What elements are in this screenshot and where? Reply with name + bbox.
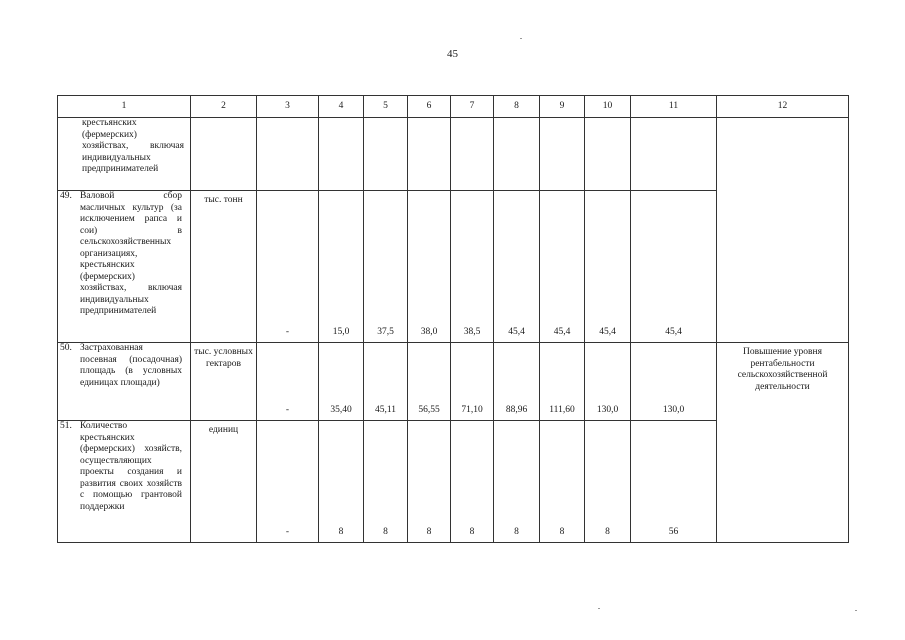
- value-cell: 8: [451, 421, 494, 543]
- value-cell: [540, 118, 585, 191]
- value-cell: 45,4: [494, 191, 540, 343]
- header-row: [58, 96, 849, 118]
- value-cell: 45,11: [364, 343, 408, 421]
- row-index: 49.: [60, 191, 72, 201]
- value-cell: 130,0: [631, 343, 717, 421]
- header-cell: 12: [717, 96, 849, 118]
- value-cell: 37,5: [364, 191, 408, 343]
- table-row: [58, 118, 849, 191]
- row-index: 50.: [60, 343, 72, 353]
- scan-speck: [855, 610, 857, 611]
- header-cell: 9: [540, 96, 585, 118]
- value-cell: 8: [494, 421, 540, 543]
- value-cell: 8: [540, 421, 585, 543]
- indicator-name: Количество крестьянских (фермерских) хозяйств, осуществляющих проекты создания и развития своих хозяйств с помощью грантовой поддержки: [80, 421, 182, 512]
- header-cell: 4: [319, 96, 364, 118]
- value-cell: 45,4: [631, 191, 717, 343]
- header-cell: 7: [451, 96, 494, 118]
- value-cell: 71,10: [451, 343, 494, 421]
- value-cell: 8: [364, 421, 408, 543]
- header-cell: 2: [191, 96, 257, 118]
- value-cell: [585, 118, 631, 191]
- value-cell: 45,4: [540, 191, 585, 343]
- note-cell: Повышение уровня рентабельности сельскохозяйственной деятельности: [717, 343, 849, 543]
- value-cell: 45,4: [585, 191, 631, 343]
- value-cell: 8: [408, 421, 451, 543]
- unit-cell: единиц: [191, 421, 257, 543]
- value-cell: [408, 118, 451, 191]
- indicator-name: Валовой сбор масличных культур (за исключением рапса и сои) в сельскохозяйственных организациях, крестьянских (фермерских) хозяйствах, включая индивидуальных предпринимателей: [80, 191, 182, 316]
- value-cell: [494, 118, 540, 191]
- row-index: 51.: [60, 421, 72, 431]
- value-cell: 8: [319, 421, 364, 543]
- indicator-name-cell: [58, 191, 191, 343]
- header-cell: 1: [58, 96, 191, 118]
- indicator-name: Застрахованная посевная (посадочная) площадь (в условных единицах площади): [80, 343, 182, 388]
- value-cell: 88,96: [494, 343, 540, 421]
- value-cell: 8: [585, 421, 631, 543]
- value-cell: 38,0: [408, 191, 451, 343]
- value-cell: [257, 118, 319, 191]
- header-cell: 11: [631, 96, 717, 118]
- header-cell: 10: [585, 96, 631, 118]
- indicator-name-cell: [58, 118, 191, 191]
- indicator-name: крестьянских (фермерских) хозяйствах, включая индивидуальных предпринимателей: [82, 118, 184, 174]
- value-cell: [319, 118, 364, 191]
- header-cell: 3: [257, 96, 319, 118]
- unit-cell: тыс. тонн: [191, 191, 257, 343]
- page-number: 45: [447, 48, 458, 60]
- value-cell: 15,0: [319, 191, 364, 343]
- indicator-table: [57, 95, 849, 543]
- scan-speck: [598, 608, 600, 609]
- value-cell: [364, 118, 408, 191]
- value-cell: -: [257, 343, 319, 421]
- value-cell: 56: [631, 421, 717, 543]
- value-cell: 38,5: [451, 191, 494, 343]
- unit-cell: тыс. условных гектаров: [191, 343, 257, 421]
- indicator-name-cell: [58, 421, 191, 543]
- indicator-name-cell: [58, 343, 191, 421]
- value-cell: -: [257, 421, 319, 543]
- scan-speck: [520, 38, 522, 39]
- table-row: [58, 343, 849, 421]
- value-cell: 130,0: [585, 343, 631, 421]
- value-cell: [451, 118, 494, 191]
- header-cell: 6: [408, 96, 451, 118]
- value-cell: [631, 118, 717, 191]
- value-cell: 56,55: [408, 343, 451, 421]
- value-cell: 111,60: [540, 343, 585, 421]
- note-cell: [717, 118, 849, 343]
- unit-cell: [191, 118, 257, 191]
- header-cell: 5: [364, 96, 408, 118]
- header-cell: 8: [494, 96, 540, 118]
- value-cell: 35,40: [319, 343, 364, 421]
- value-cell: -: [257, 191, 319, 343]
